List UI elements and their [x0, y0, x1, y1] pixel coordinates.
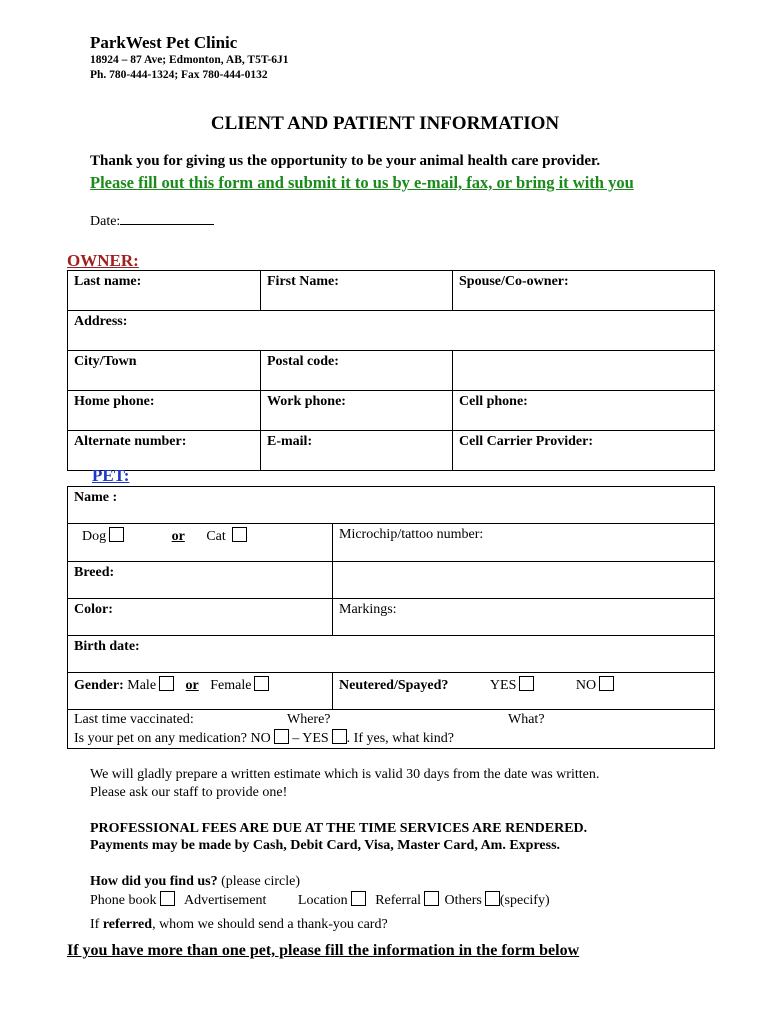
referral-checkbox[interactable] — [424, 891, 439, 906]
breed-extra-cell[interactable] — [333, 562, 715, 599]
clinic-name: ParkWest Pet Clinic — [90, 33, 238, 52]
owner-heading: OWNER: — [67, 251, 139, 270]
last-name-cell[interactable] — [68, 271, 261, 311]
breed-cell[interactable] — [68, 562, 333, 599]
pet-heading: PET: — [92, 466, 130, 485]
fees-line-2: Payments may be made by Cash, Debit Card, Visa, Master Card, Am. Express. — [90, 838, 561, 853]
opt-location: Location — [297, 893, 348, 908]
vaccination-cell — [68, 710, 715, 749]
opt-referral: Referral — [375, 893, 422, 908]
clinic-address: 18924 – 87 Ave; Edmonton, AB, T5T-6J1 — [90, 54, 289, 66]
spouse-cell[interactable] — [453, 271, 715, 311]
no-label: NO — [575, 678, 597, 693]
phone-book-checkbox[interactable] — [160, 891, 175, 906]
neutered-yes-checkbox[interactable] — [519, 676, 534, 691]
postal-cell[interactable] — [261, 351, 453, 391]
markings-label: Markings: — [339, 602, 397, 617]
location-checkbox[interactable] — [351, 891, 366, 906]
estimate-line-2: Please ask our staff to provide one! — [90, 785, 288, 800]
medication-no-checkbox[interactable] — [274, 729, 289, 744]
markings-cell[interactable] — [333, 599, 715, 636]
find-us-hint: (please circle) — [221, 874, 300, 889]
medication-kind-label: . If yes, what kind? — [346, 731, 454, 746]
instruction-text: Please fill out this form and submit it to us by e-mail, fax, or bring it with you — [90, 173, 634, 192]
work-phone-cell[interactable] — [261, 391, 453, 431]
carrier-label: Cell Carrier Provider: — [459, 434, 593, 449]
dog-label: Dog — [82, 529, 107, 544]
email-label: E-mail: — [267, 434, 313, 449]
pet-name-label: Name : — [74, 490, 118, 505]
birth-label: Birth date: — [74, 639, 140, 654]
female-label: Female — [210, 678, 252, 693]
gender-cell — [68, 673, 333, 710]
estimate-line-1: We will gladly prepare a written estimate which is valid 30 days from the date was written. — [90, 767, 600, 782]
alternate-cell[interactable] — [68, 431, 261, 471]
spouse-label: Spouse/Co-owner: — [459, 274, 569, 289]
or-text-2: or — [185, 678, 199, 693]
address-label: Address: — [74, 314, 128, 329]
or-text: or — [171, 529, 185, 544]
home-phone-cell[interactable] — [68, 391, 261, 431]
what-label: What? — [508, 712, 545, 727]
pet-name-cell[interactable] — [68, 487, 715, 524]
female-checkbox[interactable] — [254, 676, 269, 691]
cat-checkbox[interactable] — [232, 527, 247, 542]
cell-phone-label: Cell phone: — [459, 394, 528, 409]
opt-specify: (specify) — [499, 893, 550, 908]
opt-others: Others — [444, 893, 482, 908]
referral-if: If — [90, 917, 100, 932]
birth-cell[interactable] — [68, 636, 715, 673]
owner-table — [67, 270, 715, 471]
cat-label: Cat — [206, 529, 226, 544]
pet-table — [67, 486, 715, 749]
alternate-label: Alternate number: — [74, 434, 187, 449]
microchip-cell[interactable] — [333, 524, 715, 562]
last-name-label: Last name: — [74, 274, 142, 289]
date-line[interactable] — [120, 212, 214, 225]
empty-cell[interactable] — [453, 351, 715, 391]
species-cell — [68, 524, 333, 562]
medication-label: Is your pet on any medication? NO — [74, 731, 271, 746]
male-checkbox[interactable] — [159, 676, 174, 691]
city-label: City/Town — [74, 354, 137, 369]
postal-label: Postal code: — [267, 354, 339, 369]
opt-advertisement: Advertisement — [184, 893, 267, 908]
email-cell[interactable] — [261, 431, 453, 471]
referral-question — [90, 917, 388, 933]
first-name-cell[interactable] — [261, 271, 453, 311]
neutered-cell — [333, 673, 715, 710]
referral-word: referred — [102, 917, 153, 932]
thanks-text: Thank you for giving us the opportunity to be your animal health care provider. — [90, 153, 601, 169]
color-cell[interactable] — [68, 599, 333, 636]
fees-line-1: PROFESSIONAL FEES ARE DUE AT THE TIME SERVICES ARE RENDERED. — [90, 821, 588, 836]
date-label: Date: — [90, 214, 121, 229]
dog-checkbox[interactable] — [109, 527, 124, 542]
neutered-no-checkbox[interactable] — [599, 676, 614, 691]
home-phone-label: Home phone: — [74, 394, 155, 409]
find-us-label: How did you find us? — [90, 874, 218, 889]
gender-label: Gender: — [74, 678, 124, 693]
others-checkbox[interactable] — [485, 891, 500, 906]
work-phone-label: Work phone: — [267, 394, 346, 409]
find-us-question — [90, 874, 300, 890]
opt-phone-book: Phone book — [90, 893, 157, 908]
medication-yes-label: – YES — [292, 731, 329, 746]
male-label: Male — [127, 678, 157, 693]
clinic-phone: Ph. 780-444-1324; Fax 780-444-0132 — [90, 69, 268, 81]
city-cell[interactable] — [68, 351, 261, 391]
first-name-label: First Name: — [267, 274, 339, 289]
address-cell[interactable] — [68, 311, 715, 351]
find-us-options — [90, 891, 550, 909]
referral-rest: , whom we should send a thank-you card? — [152, 917, 388, 932]
medication-yes-checkbox[interactable] — [332, 729, 347, 744]
date-field[interactable] — [90, 212, 214, 230]
neutered-label: Neutered/Spayed? — [339, 678, 449, 693]
form-title: CLIENT AND PATIENT INFORMATION — [210, 113, 560, 134]
carrier-cell[interactable] — [453, 431, 715, 471]
where-label: Where? — [287, 712, 331, 727]
yes-label: YES — [489, 678, 517, 693]
color-label: Color: — [74, 602, 113, 617]
breed-label: Breed: — [74, 565, 115, 580]
cell-phone-cell[interactable] — [453, 391, 715, 431]
more-pets-note: If you have more than one pet, please fill the information in the form below — [67, 942, 580, 959]
vaccinated-label: Last time vaccinated: — [74, 712, 194, 727]
microchip-label: Microchip/tattoo number: — [339, 527, 484, 542]
